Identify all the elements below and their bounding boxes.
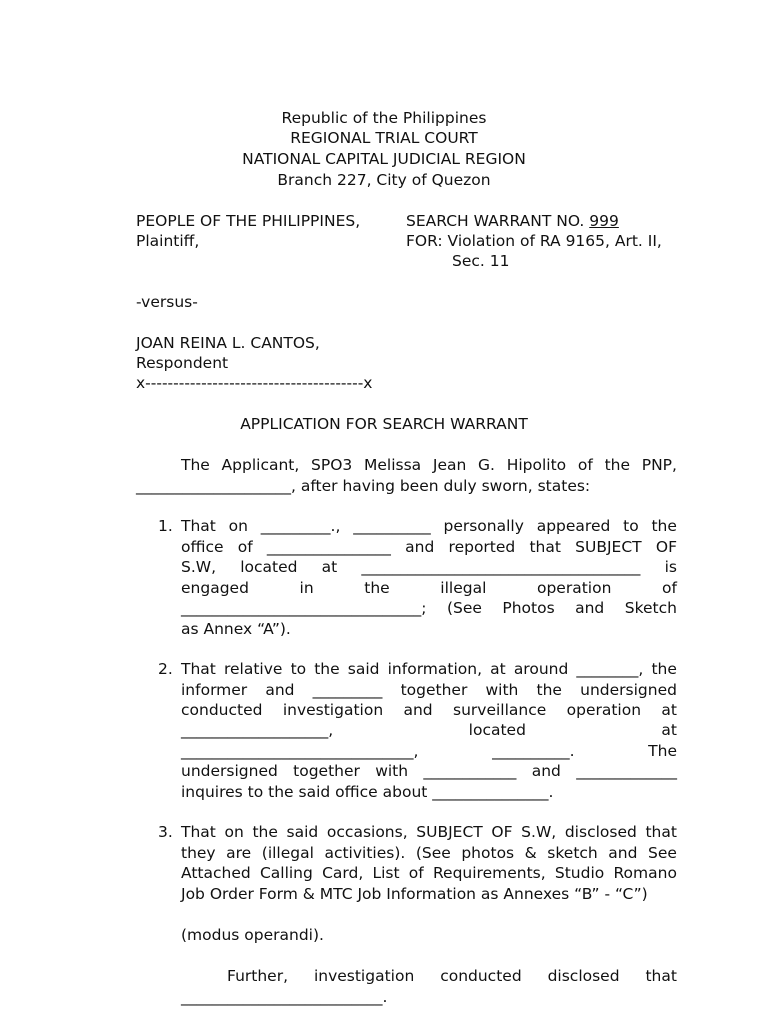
word: _____________ — [576, 762, 677, 780]
word: Studio — [554, 864, 605, 882]
word: Romano — [613, 864, 677, 882]
item-1-line-6: as Annex “A”). — [181, 620, 291, 638]
word: (See — [415, 844, 451, 862]
word: the — [536, 681, 562, 699]
word: on — [228, 517, 248, 535]
caption-respondent: JOAN REINA L. CANTOS, — [136, 334, 320, 352]
word: S.W, — [181, 558, 217, 576]
word: of — [577, 456, 593, 474]
word: with — [485, 681, 519, 699]
word: personally — [443, 517, 524, 535]
word: conducted — [181, 701, 263, 719]
word: the — [604, 456, 630, 474]
caption-separator: x---------------------------------------x — [136, 374, 373, 392]
word: disclosed — [547, 967, 620, 985]
word: the — [314, 660, 340, 678]
word: Further, — [227, 967, 289, 985]
word: OF — [655, 538, 677, 556]
word: List — [372, 864, 400, 882]
word: (illegal — [261, 844, 314, 862]
word: the — [252, 823, 278, 841]
word: on — [224, 823, 244, 841]
word: Card, — [322, 864, 364, 882]
caption-respondent-role: Respondent — [136, 354, 229, 372]
item-1-line-3 — [181, 557, 677, 577]
word: information, — [387, 660, 483, 678]
word: See — [648, 844, 677, 862]
word: surveillance — [453, 701, 547, 719]
word: activities). — [324, 844, 406, 862]
further-line-2: __________________________. — [181, 988, 388, 1006]
word: Applicant, — [221, 456, 300, 474]
header-branch: Branch 227, City of Quezon — [277, 171, 491, 189]
word: operation — [566, 701, 642, 719]
word: investigation — [313, 967, 415, 985]
word: said — [347, 660, 380, 678]
word: SUBJECT — [575, 538, 642, 556]
item-2-line-5 — [181, 741, 677, 761]
word: located — [468, 721, 526, 739]
word: __________ — [353, 517, 431, 535]
item-2-number: 2. — [158, 660, 173, 678]
item-2-line-1 — [181, 659, 677, 679]
word: S.W, — [521, 823, 557, 841]
warrant-number: 999 — [589, 212, 619, 230]
word: __________. — [492, 742, 575, 760]
word: of — [408, 864, 424, 882]
word: sketch — [547, 844, 598, 862]
word: office — [181, 538, 224, 556]
word: Attached — [181, 864, 251, 882]
word: That — [181, 517, 216, 535]
item-2-line-6 — [181, 761, 677, 781]
word: Requirements, — [432, 864, 546, 882]
word: they — [181, 844, 216, 862]
word: the — [651, 517, 677, 535]
word: Jean — [432, 456, 467, 474]
word: at — [321, 558, 338, 576]
header-republic: Republic of the Philippines — [281, 109, 487, 127]
word: that — [645, 823, 677, 841]
word: investigation — [282, 701, 384, 719]
word: That — [181, 660, 216, 678]
item-3-number: 3. — [158, 823, 173, 841]
word: and — [405, 538, 435, 556]
word: that — [529, 538, 561, 556]
item-3-line-3 — [181, 863, 677, 883]
word: _________ — [312, 681, 383, 699]
word: and — [265, 681, 295, 699]
word: operation — [536, 579, 612, 597]
word: and — [531, 762, 561, 780]
word: ___________________, — [181, 721, 334, 739]
word: said — [286, 823, 319, 841]
intro-line-2: ____________________, after having been duly sworn, states: — [136, 477, 591, 495]
caption-warrant — [406, 211, 619, 231]
word: and — [575, 599, 605, 617]
item-3-line-4: Job Order Form & MTC Job Information as Annexes “B” - “C”) — [181, 885, 648, 903]
word: photos — [461, 844, 515, 862]
word: located — [240, 558, 298, 576]
item-1-number: 1. — [158, 517, 173, 535]
caption-for-line2: Sec. 11 — [452, 252, 510, 270]
word: with — [375, 762, 409, 780]
word: illegal — [440, 579, 487, 597]
word: the — [651, 660, 677, 678]
item-3-line-1 — [181, 822, 677, 842]
item-1-line-1 — [181, 516, 677, 536]
item-2-line-3 — [181, 700, 677, 720]
word: Hipolito — [506, 456, 567, 474]
item-2-line-4 — [181, 720, 677, 740]
word: to — [623, 517, 639, 535]
word: ____________ — [423, 762, 517, 780]
word: Calling — [259, 864, 313, 882]
item-2-line-7: inquires to the said office about _______________. — [181, 783, 554, 801]
word: conducted — [440, 967, 522, 985]
header-region: NATIONAL CAPITAL JUDICIAL REGION — [242, 150, 526, 168]
word: that — [645, 967, 677, 985]
word: are — [226, 844, 252, 862]
word: ______________________________, — [181, 742, 419, 760]
item-1-line-2 — [181, 537, 677, 557]
caption-for-line1: FOR: Violation of RA 9165, Art. II, — [406, 232, 662, 250]
word: disclosed — [564, 823, 637, 841]
word: informer — [181, 681, 248, 699]
word: ____________________________________ — [361, 558, 641, 576]
word: That — [181, 823, 216, 841]
caption-versus: -versus- — [136, 293, 198, 311]
modus-operandi: (modus operandi). — [181, 926, 324, 944]
word: The — [648, 742, 677, 760]
word: at — [661, 721, 677, 739]
header-court: REGIONAL TRIAL COURT — [290, 129, 478, 147]
item-2-line-2 — [181, 680, 677, 700]
word: engaged — [181, 579, 249, 597]
word: SUBJECT — [416, 823, 483, 841]
word: is — [664, 558, 677, 576]
word: SPO3 — [311, 456, 353, 474]
word: together — [400, 681, 468, 699]
word: Photos — [502, 599, 555, 617]
word: at — [661, 701, 677, 719]
word: of — [662, 579, 677, 597]
word: OF — [491, 823, 513, 841]
word: undersigned — [580, 681, 677, 699]
word: _______________________________; — [181, 599, 427, 617]
word: to — [290, 660, 307, 678]
document-title: APPLICATION FOR SEARCH WARRANT — [240, 415, 528, 433]
warrant-label: SEARCH WARRANT NO. — [406, 212, 590, 230]
caption-party: PEOPLE OF THE PHILIPPINES, — [136, 212, 361, 230]
item-3-line-2 — [181, 843, 677, 863]
word: ________, — [576, 660, 644, 678]
word: together — [293, 762, 360, 780]
word: in — [299, 579, 314, 597]
word: & — [524, 844, 537, 862]
word: ________________ — [266, 538, 391, 556]
intro-line-1 — [181, 455, 677, 475]
word: PNP, — [641, 456, 677, 474]
word: the — [364, 579, 390, 597]
word: occasions, — [326, 823, 408, 841]
item-1-line-5 — [181, 598, 677, 618]
word: Melissa — [363, 456, 422, 474]
word: undersigned — [181, 762, 278, 780]
word: The — [181, 456, 210, 474]
word: around — [513, 660, 569, 678]
further-line-1 — [227, 966, 677, 986]
word: and — [403, 701, 433, 719]
word: (See — [446, 599, 482, 617]
word: _________., — [260, 517, 341, 535]
word: relative — [223, 660, 283, 678]
word: Sketch — [624, 599, 677, 617]
item-1-line-4 — [181, 578, 677, 598]
word: G. — [478, 456, 495, 474]
word: of — [237, 538, 253, 556]
word: and — [608, 844, 638, 862]
word: appeared — [536, 517, 611, 535]
word: reported — [448, 538, 516, 556]
caption-party-role: Plaintiff, — [136, 232, 200, 250]
word: at — [490, 660, 506, 678]
